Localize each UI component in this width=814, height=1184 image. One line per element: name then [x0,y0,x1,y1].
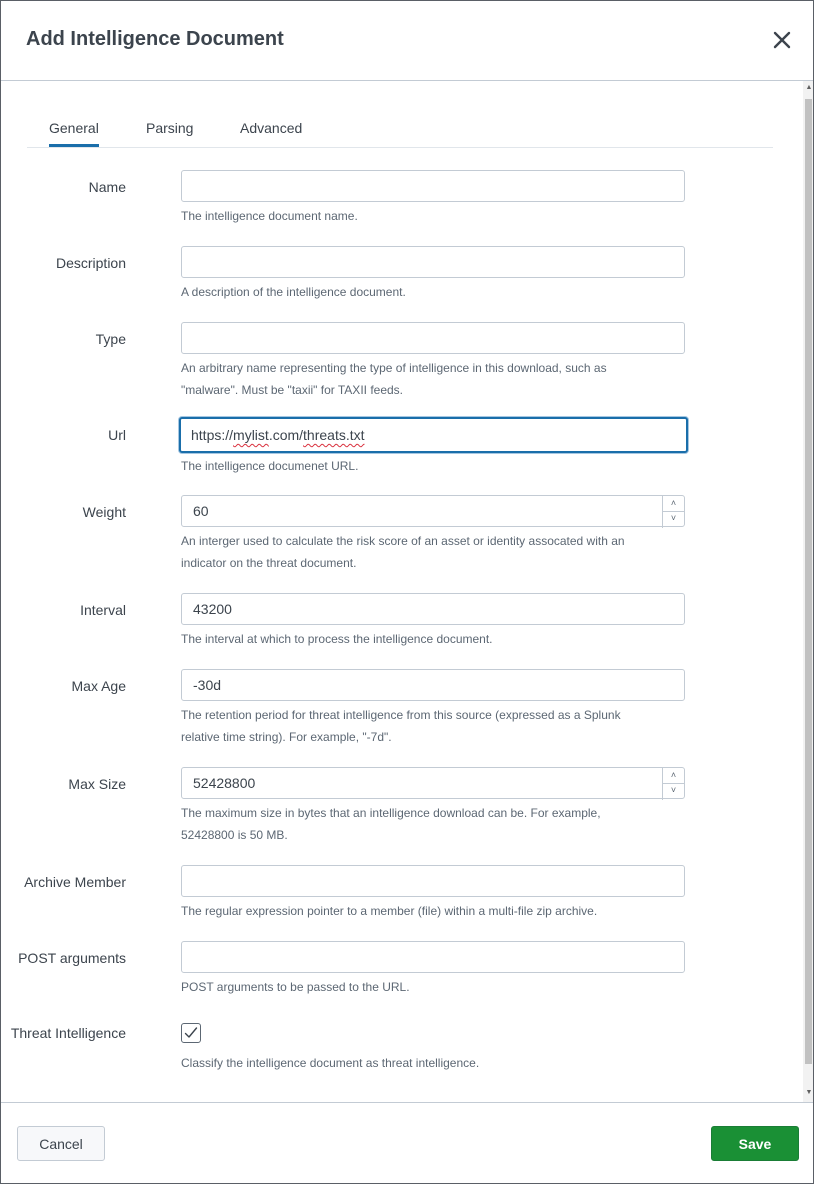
max-size-help-line2: 52428800 is 50 MB. [181,828,288,842]
weight-input[interactable] [181,495,685,527]
type-help-line2: "malware". Must be "taxii" for TAXII feeds. [181,383,404,397]
max-age-label: Max Age [71,678,126,694]
scroll-down-icon[interactable]: ▼ [805,1089,813,1096]
dialog-title: Add Intelligence Document [26,28,284,50]
checkmark-icon [182,1024,200,1042]
tab-general[interactable]: General [49,120,99,147]
tab-bar [27,81,773,148]
dialog-header [1,1,813,81]
description-input[interactable] [181,246,685,278]
dialog-body [1,81,813,1102]
interval-help: The interval at which to process the intelligence document. [181,632,493,646]
weight-help-line2: indicator on the threat document. [181,556,357,570]
url-label: Url [108,427,126,443]
archive-member-input[interactable] [181,865,685,897]
weight-label: Weight [82,504,126,520]
threat-intelligence-label: Threat Intelligence [10,1025,126,1041]
url-value-word2: threats.txt [303,427,365,443]
max-size-stepper [662,768,684,800]
description-label: Description [55,255,126,271]
weight-value: 60 [193,503,209,519]
type-input[interactable] [181,322,685,354]
url-help: The intelligence documenet URL. [181,459,359,473]
chevron-up-icon[interactable]: ˄ [663,496,684,512]
scrollbar[interactable] [803,81,813,1102]
url-value-word1: mylist [233,427,269,443]
tab-advanced[interactable]: Advanced [240,120,303,136]
chevron-down-icon[interactable]: ˅ [670,513,677,523]
name-label: Name [88,179,126,195]
type-help-line1: An arbitrary name representing the type of intelligence in this download, such as [181,361,607,375]
weight-help-line1: An interger used to calculate the risk score of an asset or identity assocated with an [181,534,625,548]
max-age-help-line2: relative time string). For example, "-7d". [181,730,392,744]
max-size-label: Max Size [68,776,126,792]
url-value-prefix: https:// [191,427,234,443]
threat-intelligence-help: Classify the intelligence document as threat intelligence. [181,1056,480,1070]
interval-input[interactable] [181,593,685,625]
url-input[interactable] [179,417,688,453]
threat-intelligence-checkbox[interactable] [181,1023,201,1043]
max-size-help-line1: The maximum size in bytes that an intelligence download can be. For example, [181,806,601,820]
max-size-input[interactable] [181,767,685,799]
max-age-input[interactable] [181,669,685,701]
type-label: Type [95,331,126,347]
save-button[interactable]: Save [711,1126,799,1161]
scroll-up-icon[interactable]: ▲ [805,84,813,91]
scrollbar-thumb[interactable] [805,99,812,1064]
interval-label: Interval [80,602,126,618]
dialog-footer [1,1102,813,1184]
post-arguments-help: POST arguments to be passed to the URL. [181,980,410,994]
chevron-down-icon[interactable]: ˅ [670,785,677,795]
archive-member-help: The regular expression pointer to a member (file) within a multi-file zip archive. [181,904,598,918]
chevron-up-icon[interactable]: ˄ [663,768,684,784]
description-help: A description of the intelligence document. [181,285,406,299]
max-size-value: 52428800 [193,775,256,791]
close-icon[interactable] [769,27,795,53]
url-value-mid: .com/ [268,427,304,443]
name-input[interactable] [181,170,685,202]
name-help: The intelligence document name. [181,209,358,223]
max-age-help-line1: The retention period for threat intelligence from this source (expressed as a Splunk [181,708,621,722]
weight-stepper [662,496,684,528]
post-arguments-label: POST arguments [18,950,126,966]
tab-parsing[interactable]: Parsing [146,120,194,136]
archive-member-label: Archive Member [24,874,126,890]
cancel-button[interactable]: Cancel [17,1126,105,1161]
post-arguments-input[interactable] [181,941,685,973]
